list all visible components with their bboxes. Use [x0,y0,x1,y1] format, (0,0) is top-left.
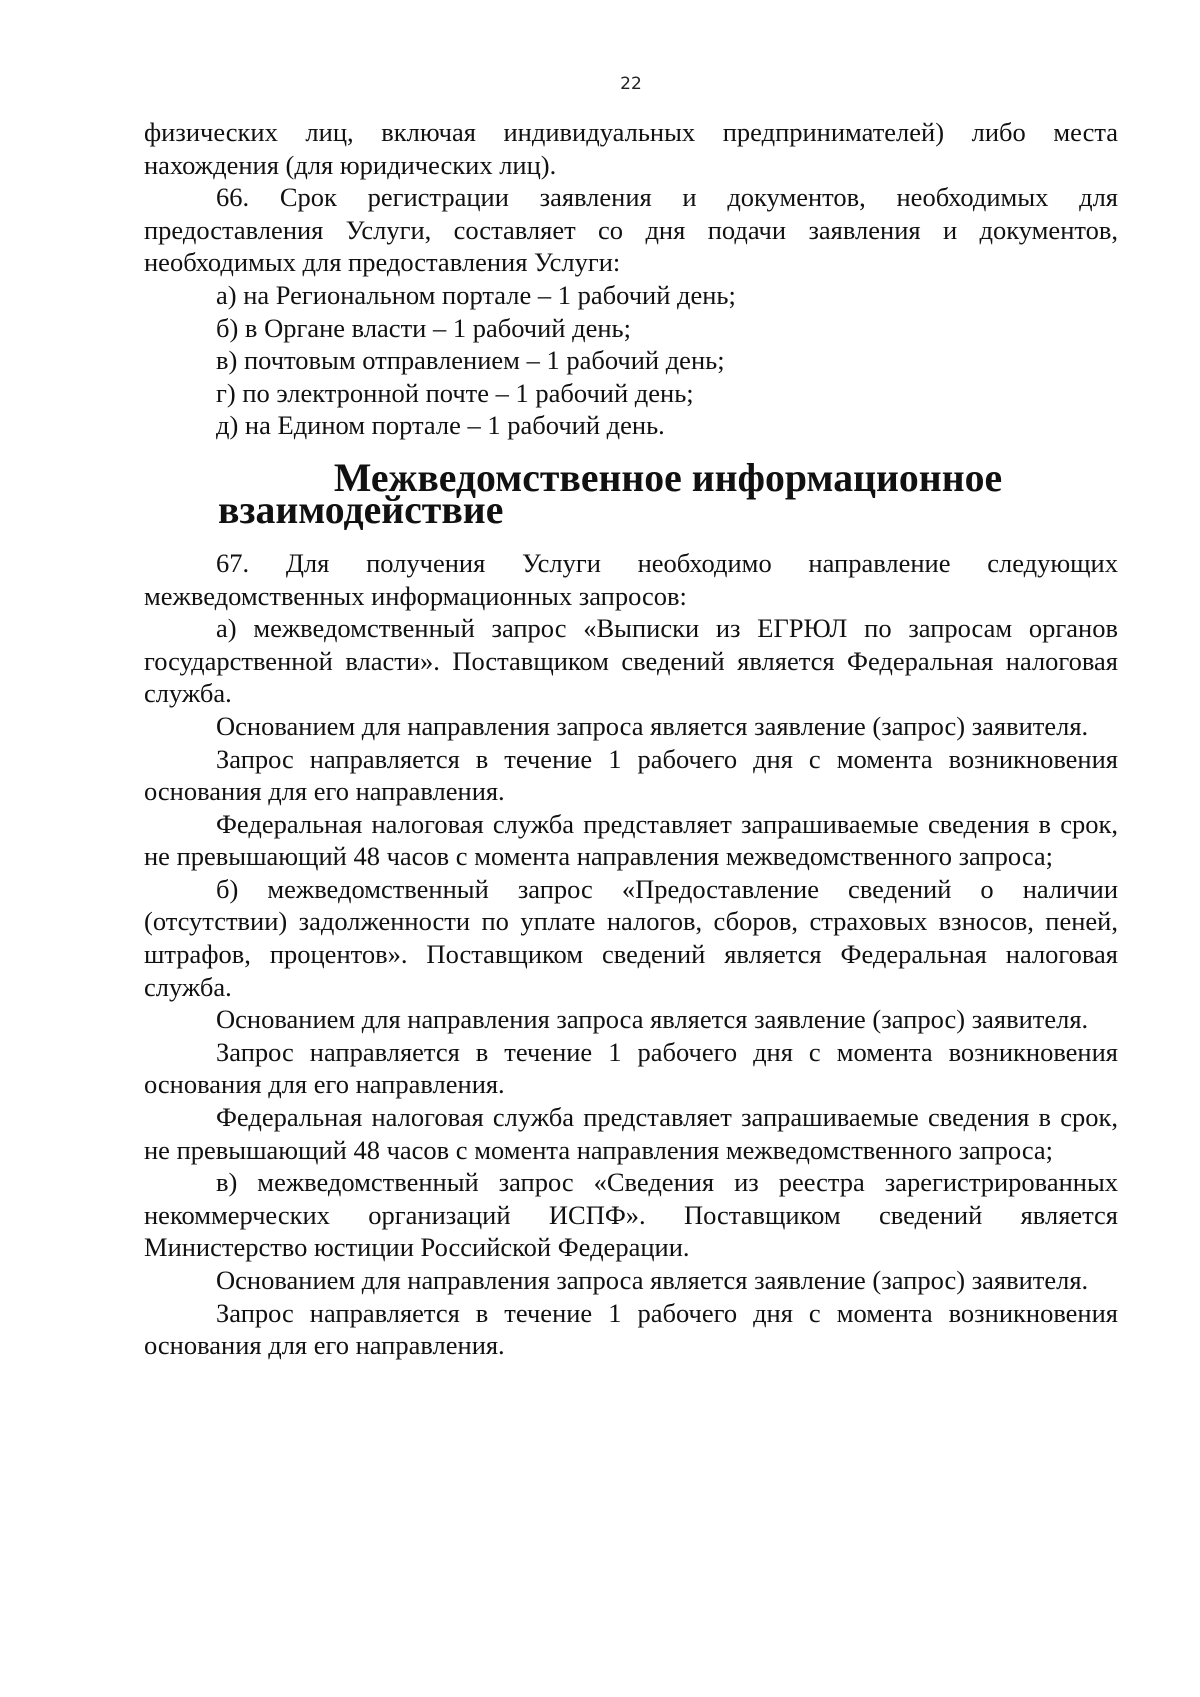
paragraph: б) межведомственный запрос «Предоставление сведений о наличии (отсутствии) задолженности по уплате налогов, сборов, страховых взносов, пеней, штрафов, процентов». Поставщиком сведений является Федеральная налоговая служба. [144,873,1118,1002]
paragraph: Запрос направляется в течение 1 рабочего дня с момента возникновения основания для его направления. [144,743,1118,807]
paragraph: Основанием для направления запроса является заявление (запрос) заявителя. [216,710,1089,741]
list-item: в) почтовым отправлением – 1 рабочий день; [216,345,725,376]
paragraph: Основанием для направления запроса является заявление (запрос) заявителя. [216,1004,1089,1035]
paragraph: физических лиц, включая индивидуальных предпринимателей) либо места нахождения (для юридических лиц). [144,117,1118,180]
page-number: 22 [620,74,642,94]
list-item: а) на Региональном портале – 1 рабочий день; [216,279,736,310]
paragraph: Запрос направляется в течение 1 рабочего дня с момента возникновения основания для его направления. [144,1297,1118,1361]
paragraph: 67. Для получения Услуги необходимо направление следующих межведомственных информационных запросов: [144,547,1118,611]
paragraph: в) межведомственный запрос «Сведения из реестра зарегистрированных некоммерческих организаций ИСПФ». Поставщиком сведений является Министерство юстиции Российской Федерации. [144,1167,1118,1263]
paragraph: 66. Срок регистрации заявления и документов, необходимых для предоставления Услуги, составляет со дня подачи заявления и документов, необходимых для предоставления Услуги: [144,182,1118,278]
paragraph: Запрос направляется в течение 1 рабочего дня с момента возникновения основания для его направления. [144,1036,1118,1100]
paragraph: Основанием для направления запроса является заявление (запрос) заявителя. [216,1265,1089,1295]
section-heading: Межведомственное информационное взаимодействие [218,455,1003,532]
section-bottom [144,547,1118,1362]
paragraph: Федеральная налоговая служба представляет запрашиваемые сведения в срок, не превышающий 48 часов с момента направления межведомственного запроса; [144,1102,1118,1165]
section-top [144,116,1118,442]
paragraph: а) межведомственный запрос «Выписки из ЕГРЮЛ по запросам органов государственной власти». Поставщиком сведений является Федеральная налоговая служба. [144,613,1118,709]
paragraph: Федеральная налоговая служба представляет запрашиваемые сведения в срок, не превышающий 48 часов с момента направления межведомственного запроса; [144,808,1118,872]
list-item: б) в Органе власти – 1 рабочий день; [216,312,631,343]
document-body [144,116,1118,1362]
list-item: г) по электронной почте – 1 рабочий день; [216,377,694,408]
list-item: д) на Едином портале – 1 рабочий день. [216,410,665,441]
